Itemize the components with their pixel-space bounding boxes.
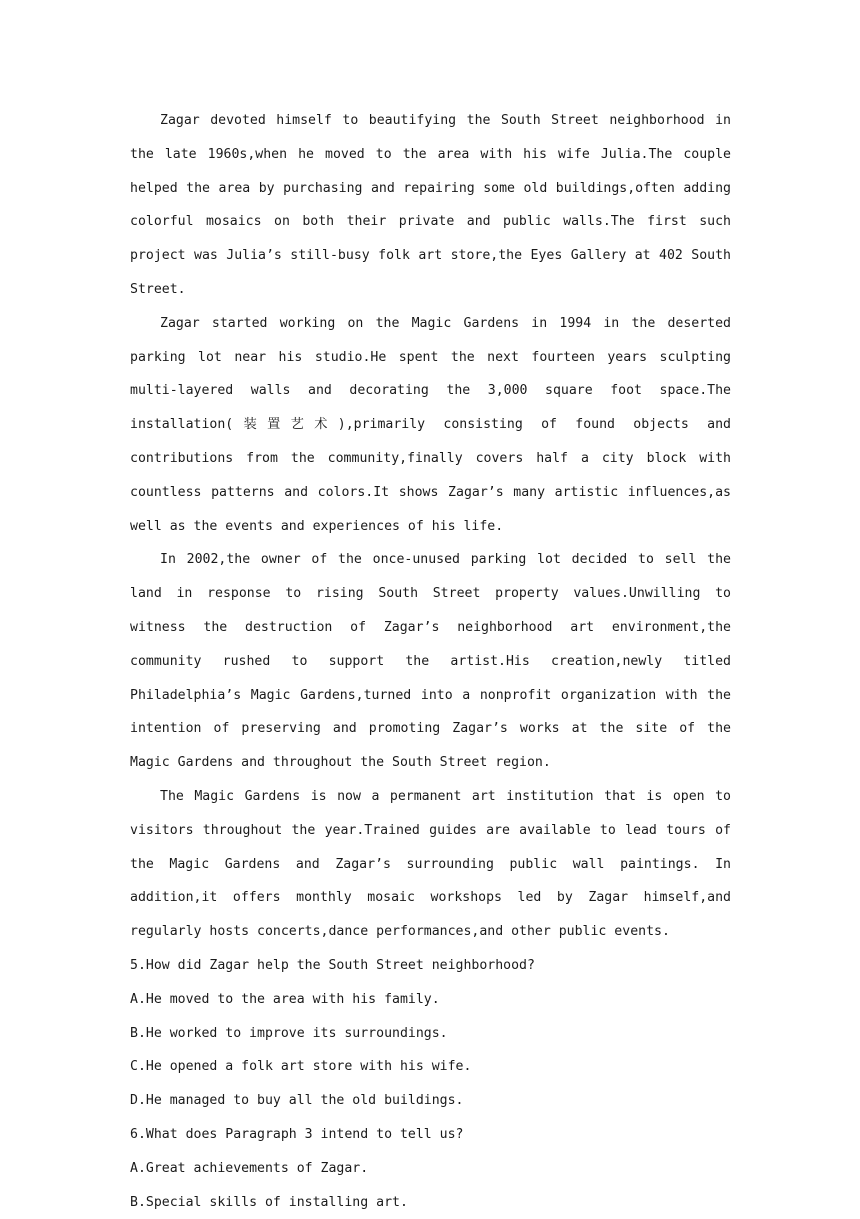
- option-d: D.He managed to buy all the old buildings.: [130, 1084, 731, 1118]
- question-stem: 6.What does Paragraph 3 intend to tell us?: [130, 1118, 731, 1152]
- option-b: B.Special skills of installing art.: [130, 1186, 731, 1219]
- option-a: A.Great achievements of Zagar.: [130, 1152, 731, 1186]
- document-page: [130, 104, 731, 1219]
- passage-paragraph-3: In 2002,the owner of the once-unused parking lot decided to sell the land in response to rising South Street property values.Unwilling to witness the destruction of Zagar’s neighborhood art environment,the community rushed to support the artist.His creation,newly titled Philadelphia’s Magic Gardens,turned into a nonprofit organization with the intention of preserving and promoting Zagar’s works at the site of the Magic Gardens and throughout the South Street region.: [130, 543, 731, 780]
- passage-paragraph-1: Zagar devoted himself to beautifying the South Street neighborhood in the late 1960s,when he moved to the area with his wife Julia.The couple helped the area by purchasing and repairing some old buildings,often adding colorful mosaics on both their private and public walls.The first such project was Julia’s still-busy folk art store,the Eyes Gallery at 402 South Street.: [130, 104, 731, 307]
- option-b: B.He worked to improve its surroundings.: [130, 1017, 731, 1051]
- passage-paragraph-2: Zagar started working on the Magic Gardens in 1994 in the deserted parking lot near his studio.He spent the next fourteen years sculpting multi-layered walls and decorating the 3,000 square foot space.The installation(装置艺术),primarily consisting of found objects and contributions from the community,finally covers half a city block with countless patterns and colors.It shows Zagar’s many artistic influences,as well as the events and experiences of his life.: [130, 307, 731, 544]
- question-6: [130, 1118, 731, 1219]
- question-stem: 5.How did Zagar help the South Street neighborhood?: [130, 949, 731, 983]
- option-a: A.He moved to the area with his family.: [130, 983, 731, 1017]
- question-5: [130, 949, 731, 1118]
- option-c: C.He opened a folk art store with his wife.: [130, 1050, 731, 1084]
- passage-paragraph-4: The Magic Gardens is now a permanent art institution that is open to visitors throughout the year.Trained guides are available to lead tours of the Magic Gardens and Zagar’s surrounding public wall paintings. In addition,it offers monthly mosaic workshops led by Zagar himself,and regularly hosts concerts,dance performances,and other public events.: [130, 780, 731, 949]
